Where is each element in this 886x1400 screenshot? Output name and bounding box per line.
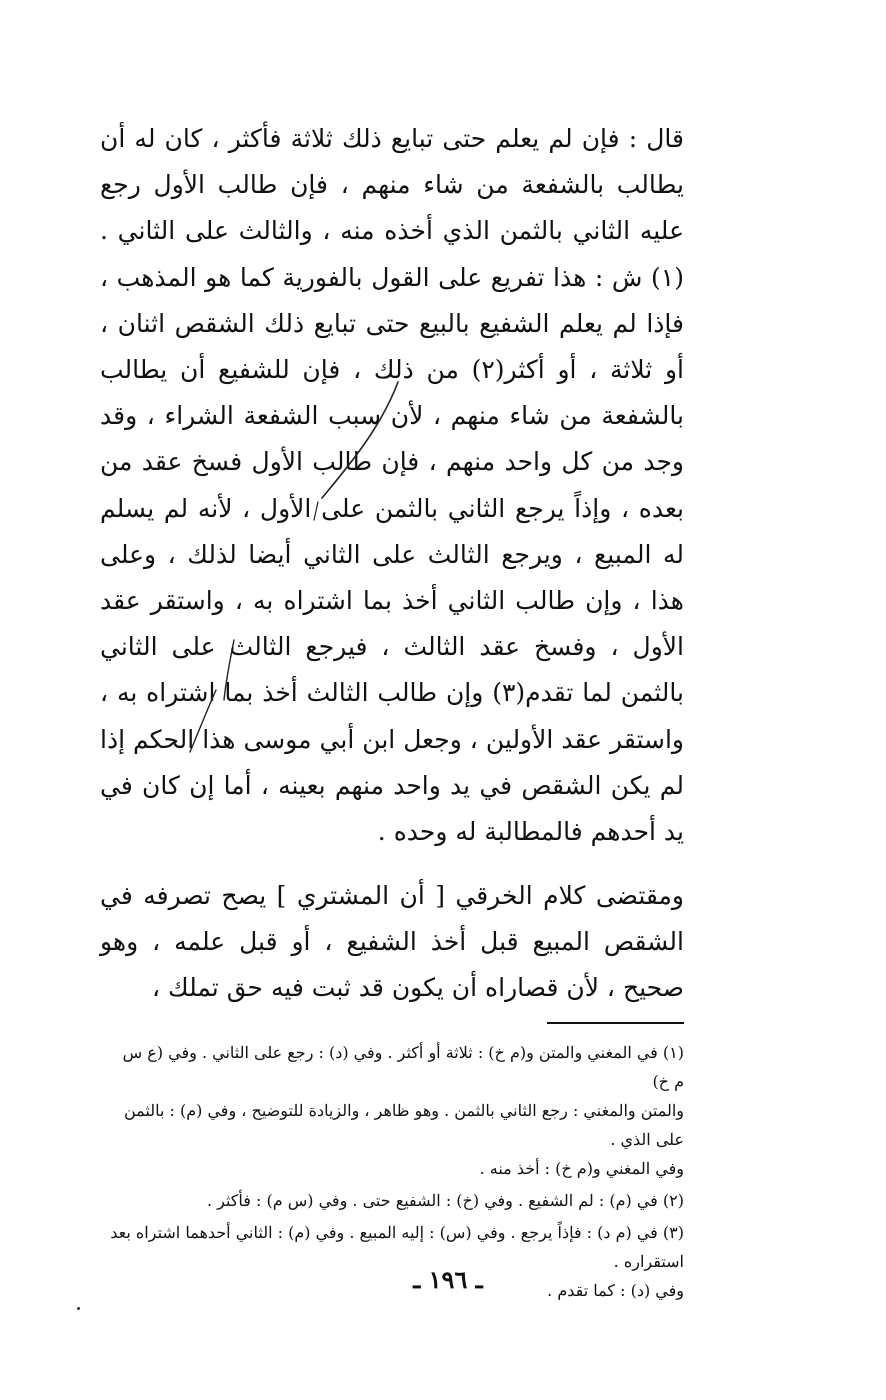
main-text-block-1 bbox=[100, 116, 684, 855]
footnote-2: (٢) في (م) : لم الشفيع . وفي (خ) : الشفيع حتى . وفي (س م) : فأكثر . bbox=[206, 1191, 684, 1210]
footnote-3-line-1: (٣) في (م د) : فإذاً يرجع . وفي (س) : إليه المبيع . وفي (م) : الثاني أحدهما اشتراه بعد استقراره . bbox=[110, 1223, 684, 1271]
main-text-block-2 bbox=[100, 873, 684, 1012]
footnote-1-line-3: وفي المغني و(م خ) : أخذ منه . bbox=[479, 1159, 684, 1178]
footnote-3-line-2: وفي (د) : كما تقدم . bbox=[547, 1281, 684, 1300]
scan-speck bbox=[77, 1307, 80, 1310]
main-paragraph-1: قال : فإن لم يعلم حتى تبايع ذلك ثلاثة فأكثر ، كان له أن يطالب بالشفعة من شاء منهم ، فإن طالب الأول رجع عليه الثاني بالثمن الذي أخذه منه ، والثالث على الثاني .(١) ش : هذا تفريع على القول بالفورية كما هو المذهب ، فإذا لم يعلم الشفيع بالبيع حتى تبايع ذلك الشقص اثنان ، أو ثلاثة ، أو أكثر(٢) من ذلك ، فإن للشفيع أن يطالب بالشفعة من شاء منهم ، لأن سبب الشفعة الشراء ، وقد وجد من كل واحد منهم ، فإن طالب الأول فسخ عقد من بعده ، وإذاً يرجع الثاني بالثمن على الأول ، لأنه لم يسلم له المبيع ، ويرجع الثالث على الثاني أيضا لذلك ، وعلى هذا ، وإن طالب الثاني أخذ بما اشتراه به ، واستقر عقد الأول ، وفسخ عقد الثالث ، فيرجع الثالث على الثاني بالثمن لما تقدم(٣) وإن طالب الثالث أخذ بما اشتراه به ، واستقر عقد الأولين ، وجعل ابن أبي موسى هذا الحكم إذا لم يكن الشقص في يد واحد منهم بعينه ، أما إن كان في يد أحدهم فالمطالبة له وحده . bbox=[100, 124, 685, 847]
footnote-separator bbox=[547, 1022, 684, 1024]
main-paragraph-2: ومقتضى كلام الخرقي [ أن المشتري ] يصح تصرفه في الشقص المبيع قبل أخذ الشفيع ، أو قبل علمه ، وهو صحيح ، لأن قصاراه أن يكون قد ثبت فيه حق تملك ، bbox=[100, 881, 684, 1003]
page-number: ـ ١٩٦ ـ bbox=[413, 1265, 483, 1294]
footnote-1-line-2: والمتن والمغني : رجع الثاني بالثمن . وهو ظاهر ، والزيادة للتوضيح ، وفي (م) : بالثمن على الذي . bbox=[123, 1101, 684, 1149]
footnote-1-line-1: (١) في المغني والمتن و(م خ) : ثلاثة أو أكثر . وفي (د) : رجع على الثاني . وفي (ع س م خ) bbox=[122, 1043, 684, 1091]
